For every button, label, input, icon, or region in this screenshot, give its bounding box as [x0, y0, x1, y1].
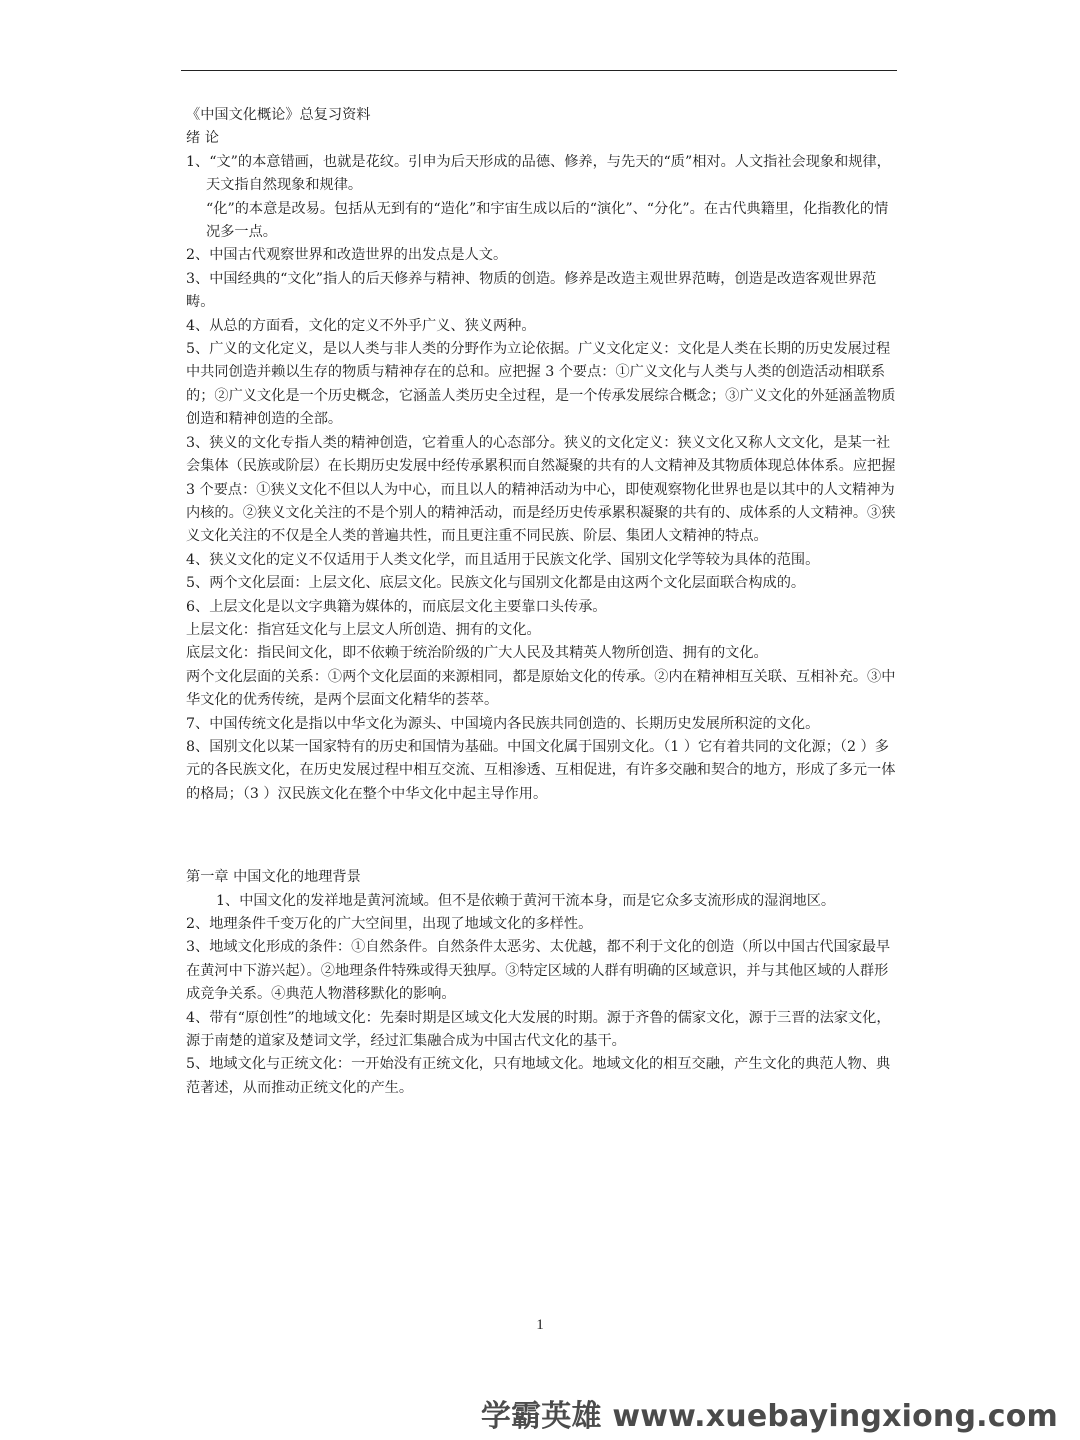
paragraph: 6、上层文化是以文字典籍为媒体的，而底层文化主要靠口头传承。 — [186, 598, 607, 615]
section-heading-intro: 绪 论 — [186, 130, 219, 147]
paragraph: 2、地理条件千变万化的广大空间里，出现了地域文化的多样性。 — [186, 916, 593, 932]
paragraph: 4、带有“原创性”的地域文化：先秦时期是区域文化大发展的时期。源于齐鲁的儒家文化，源于三晋的法家文化，源于南楚的道家及楚词文学，经过汇集融合成为中国古代文化的基干。 — [186, 1009, 891, 1050]
paragraph: 3、地域文化形成的条件：①自然条件。自然条件太恶劣、太优越，都不利于文化的创造（所以中国古代国家最早在黄河中下游兴起）。②地理条件特殊或得天独厚。③特定区域的人群有明确的区域意识，并与其他区域的人群形成竞争关系。④典范人物潜移默化的影响。 — [186, 939, 891, 1003]
header-rule — [181, 70, 897, 71]
paragraph: 1、中国文化的发祥地是黄河流域。但不是依赖于黄河干流本身，而是它众多支流形成的湿润地区。 — [216, 892, 836, 909]
paragraph: 7、中国传统文化是指以中华文化为源头、中国境内各民族共同创造的、长期历史发展所积淀的文化。 — [186, 715, 820, 732]
document-body — [186, 104, 898, 1100]
paragraph: 5、广义的文化定义，是以人类与非人类的分野作为立论依据。广义文化定义：文化是人类在长期的历史发展过程中共同创造并赖以生存的物质与精神存在的总和。应把握 3 个要点：①广义文化与人类与人类的创造活动相联系的；②广义文化是一个历史概念，它涵盖人类历史全过程，是一个传承发展综合概念；③广义文化的外延涵盖物质创造和精神创造的全部。 — [186, 341, 896, 428]
paragraph: 4、狭义文化的定义不仅适用于人类文化学，而且适用于民族文化学、国别文化学等较为具体的范围。 — [186, 551, 820, 568]
paragraph: 2、中国古代观察世界和改造世界的出发点是人文。 — [186, 247, 508, 264]
paragraph: 两个文化层面的关系：①两个文化层面的来源相同，都是原始文化的传承。②内在精神相互关联、互相补充。③中华文化的优秀传统，是两个层面文化精华的荟萃。 — [186, 668, 896, 709]
paragraph: 4、从总的方面看，文化的定义不外乎广义、狭义两种。 — [186, 317, 536, 334]
watermark: 学霸英雄 www.xuebayingxiong.com — [480, 1399, 1058, 1434]
paragraph: 上层文化：指宫廷文化与上层文人所创造、拥有的文化。 — [186, 621, 541, 638]
document-title: 《中国文化概论》总复习资料 — [186, 107, 371, 123]
chapter-heading: 第一章 中国文化的地理背景 — [186, 869, 361, 886]
page-number: 1 — [536, 1317, 544, 1333]
paragraph: 3、中国经典的“文化”指人的后天修养与精神、物质的创造。修养是改造主观世界范畴，创造是改造客观世界范畴。 — [186, 270, 877, 311]
paragraph: 5、两个文化层面：上层文化、底层文化。民族文化与国别文化都是由这两个文化层面联合构成的。 — [186, 575, 806, 592]
paragraph: 1、“文”的本意错画，也就是花纹。引申为后天形成的品德、修养，与先天的“质”相对。人文指社会现象和规律，天文指自然现象和规律。 — [186, 153, 891, 194]
section-spacer — [186, 806, 898, 860]
paragraph: “化”的本意是改易。包括从无到有的“造化”和宇宙生成以后的“演化”、“分化”。在古代典籍里，化指教化的情况多一点。 — [206, 200, 889, 241]
paragraph: 底层文化：指民间文化，即不依赖于统治阶级的广大人民及其精英人物所创造、拥有的文化。 — [186, 645, 768, 662]
paragraph: 5、地域文化与正统文化：一开始没有正统文化，只有地域文化。地域文化的相互交融，产生文化的典范人物、典范著述，从而推动正统文化的产生。 — [186, 1056, 891, 1096]
paragraph: 8、国别文化以某一国家特有的历史和国情为基础。中国文化属于国别文化。（1 ）它有着共同的文化源；（2 ）多元的各民族文化，在历史发展过程中相互交流、互相渗透、互相促进，有许多交融和契合的地方，形成了多元一体的格局；（3 ）汉民族文化在整个中华文化中起主导作用。 — [186, 738, 896, 802]
paragraph: 3、狭义的文化专指人类的精神创造，它着重人的心态部分。狭义的文化定义：狭义文化又称人文文化，是某一社会集体（民族或阶层）在长期历史发展中经传承累积而自然凝聚的共有的人文精神及其物质体现总体体系。应把握 3 个要点：①狭义文化不但以人为中心，而且以人的精神活动为中心，即使观察物化世界也是以其中的人文精神为内核的。②狭义文化关注的不是个别人的精神活动，而是经历史传承累积凝聚的共有的、成体系的人文精神。③狭义文化关注的不仅是全人类的普遍共性，而且更注重不同民族、阶层、集团人文精神的特点。 — [186, 434, 896, 545]
